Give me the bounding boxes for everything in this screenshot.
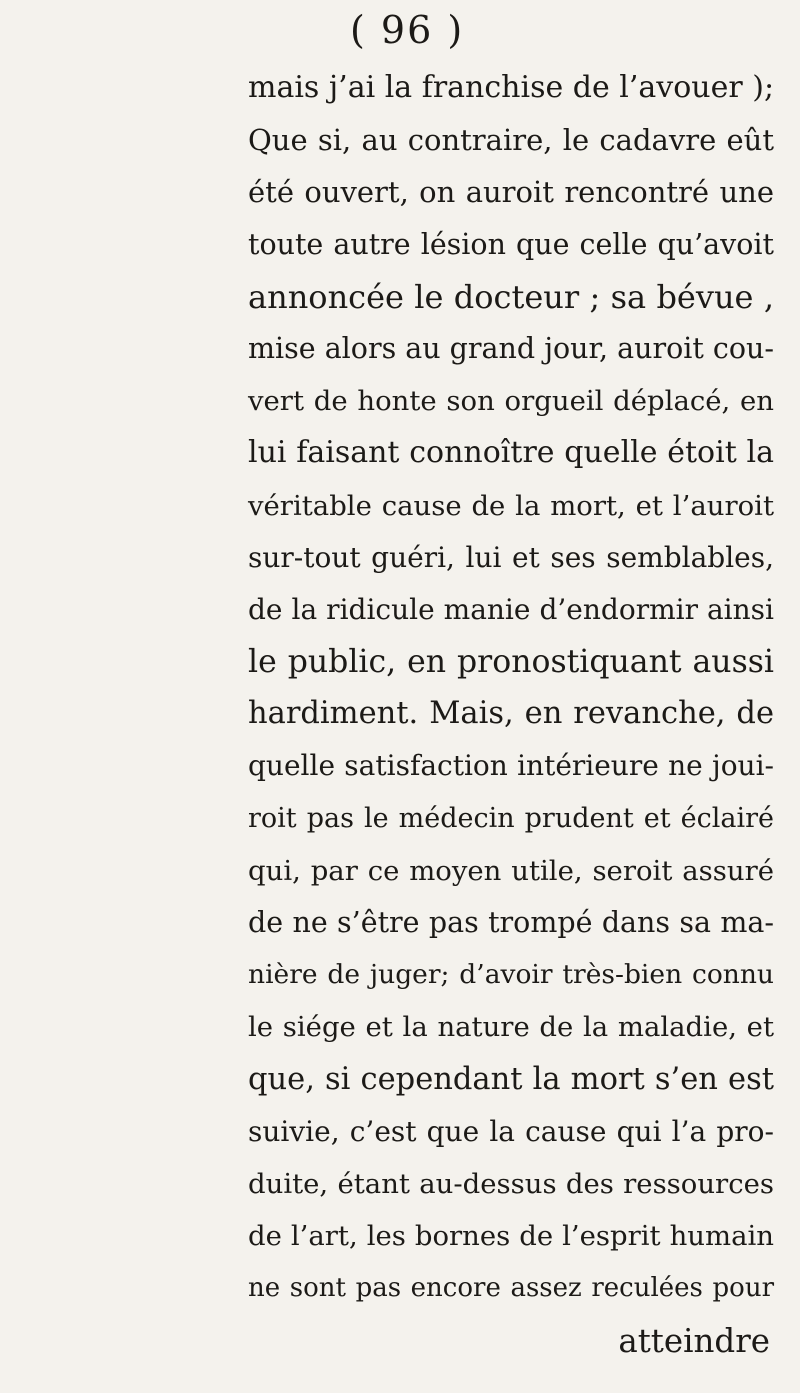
- text-line: Que si, au contraire, le cadavre eût: [248, 123, 774, 158]
- text-line: sur-tout guéri, lui et ses semblables,: [248, 540, 774, 574]
- text-line: nière de juger; d’avoir très-bien connu: [248, 959, 774, 991]
- body-text: [248, 62, 774, 1367]
- text-line: quelle satisfaction intérieure ne joui-: [248, 749, 774, 783]
- text-line: toute autre lésion que celle qu’avoit: [248, 227, 774, 261]
- text-line: lui faisant connoître quelle étoit la: [248, 435, 774, 471]
- text-line: vert de honte son orgueil déplacé, en: [248, 385, 774, 418]
- page-number: ( 96 ): [350, 8, 465, 52]
- text-line: de l’art, les bornes de l’esprit humain: [248, 1220, 774, 1253]
- text-line: de la ridicule manie d’endormir ainsi: [248, 592, 774, 626]
- text-line: annoncée le docteur ; sa bévue ,: [248, 277, 774, 316]
- text-line: de ne s’être pas trompé dans sa ma-: [248, 906, 774, 939]
- catchword: atteindre: [618, 1321, 770, 1360]
- text-line: mise alors au grand jour, auroit cou-: [248, 331, 775, 365]
- text-line: suivie, c’est que la cause qui l’a pro-: [248, 1114, 774, 1148]
- text-line: ne sont pas encore assez reculées pour: [248, 1273, 774, 1304]
- text-line: qui, par ce moyen utile, seroit assuré: [248, 854, 774, 887]
- text-line: été ouvert, on auroit rencontré une: [248, 175, 774, 210]
- text-line: que, si cependant la mort s’en est: [248, 1061, 774, 1097]
- text-line: véritable cause de la mort, et l’auroit: [248, 489, 774, 522]
- text-line: duite, étant au-dessus des ressources: [248, 1167, 774, 1200]
- text-line: le public, en pronostiquant aussi: [248, 644, 774, 681]
- text-line: roit pas le médecin prudent et éclairé: [248, 802, 774, 834]
- text-line: le siége et la nature de la maladie, et: [248, 1011, 774, 1044]
- text-line: hardiment. Mais, en revanche, de: [248, 696, 774, 732]
- text-line: mais j’ai la franchise de l’avouer );: [248, 70, 775, 105]
